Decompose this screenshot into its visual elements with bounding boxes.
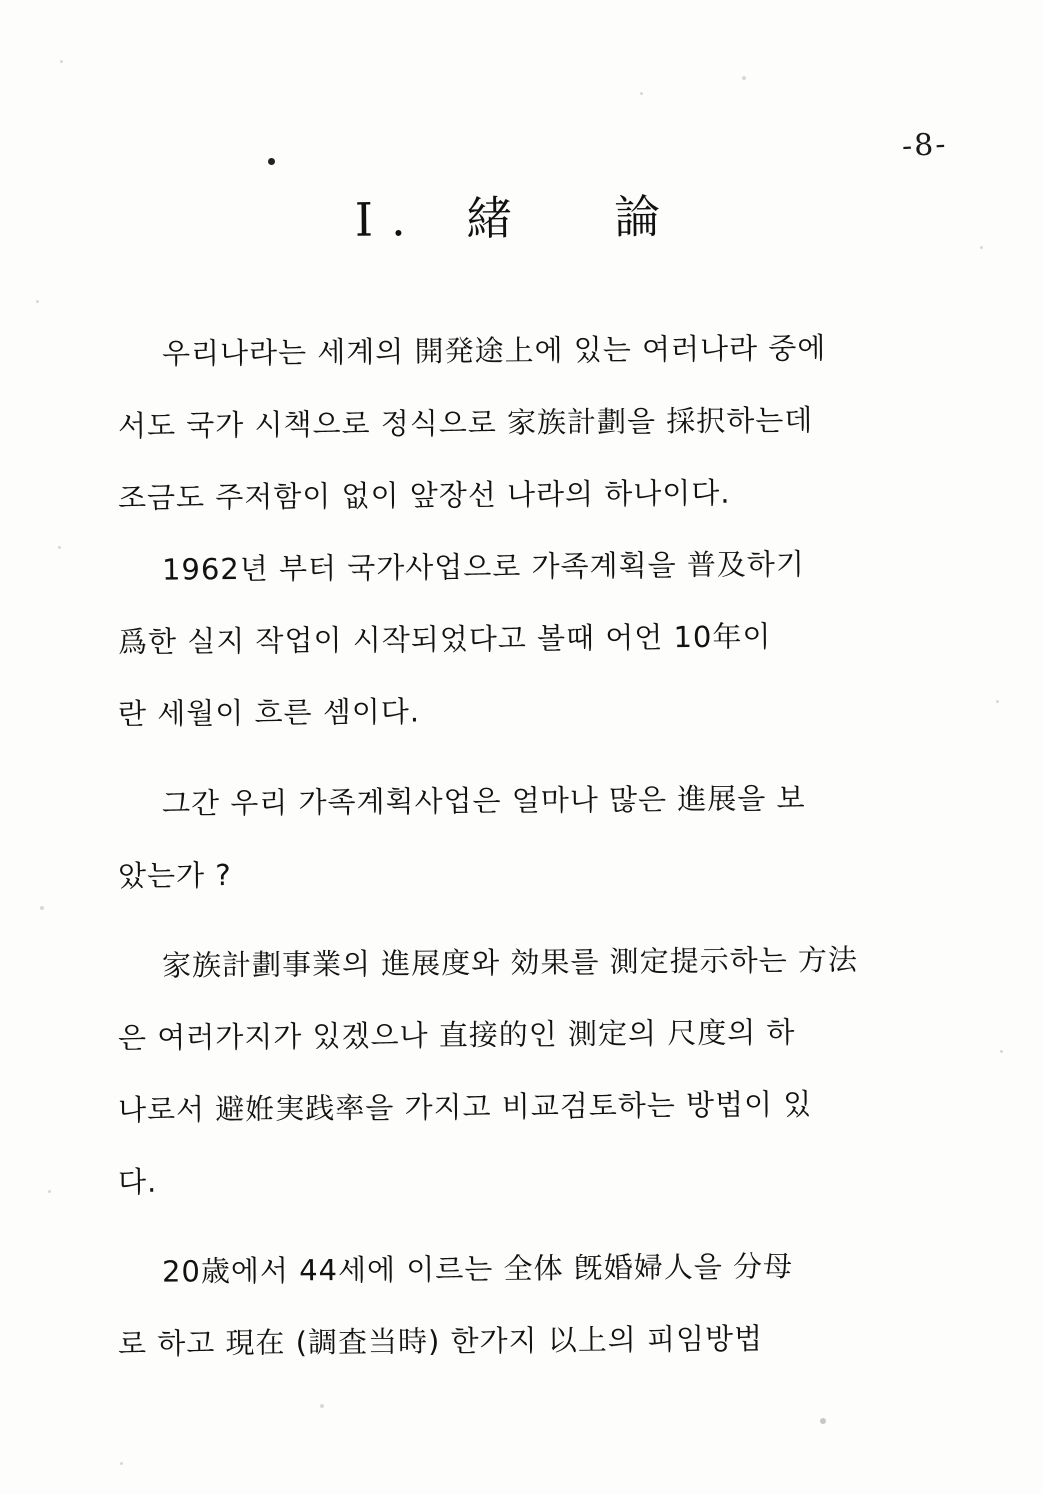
paper-speckle [320,1404,324,1408]
text-line: 나로서 避姙実践率을 가지고 비교검토하는 방법이 있 [117,1086,813,1127]
paragraph-1 [118,318,938,750]
paper-speckle [48,1190,51,1193]
text-line: 았는가 ? [117,858,232,893]
paper-speckle [640,92,643,95]
text-line: 은 여러가지가 있겠으나 直接的인 測定의 尺度의 하 [117,1015,796,1055]
text-line: 로 하고 現在 (調査当時) 한가지 以上의 피임방법 [117,1321,764,1361]
text-line: 家族計劃事業의 進展度와 効果를 測定提示하는 方法 [161,942,859,983]
text-line: 그간 우리 가족계획사업은 얼마나 많은 進展을 보 [161,781,806,821]
paper-speckle [996,700,999,703]
text-line: 20歳에서 44세에 이르는 全体 旣婚婦人을 分母 [161,1249,794,1289]
paper-speckle [36,300,39,303]
paper-speckle [820,1418,826,1424]
document-body [118,318,938,1398]
paper-speckle [742,76,746,80]
paper-speckle [40,906,44,910]
text-line: 우리나라는 세계의 開発途上에 있는 여러나라 중에 [161,330,827,371]
paragraph-2 [118,768,938,912]
paper-speckle [1000,1050,1003,1053]
page-number: -8- [900,126,948,165]
text-line: 서도 국가 시책으로 정식으로 家族計劃을 採択하는데 [117,402,814,443]
text-line: 조금도 주저함이 없이 앞장선 나라의 하나이다. [117,475,731,515]
page-title-heading: 緒 論 [465,189,689,246]
paper-speckle [60,60,63,63]
paper-speckle [120,1462,123,1465]
text-line: 다. [117,1164,158,1199]
paper-speckle [980,246,983,249]
paper-speckle [58,546,61,549]
text-line: 1962년 부터 국가사업으로 가족계획을 普及하기 [161,547,806,587]
page-title [0,177,1043,254]
ink-dot-mark [268,158,275,165]
text-line: 란 세월이 흐른 셈이다. [117,694,421,731]
paragraph-3 [118,930,938,1218]
page-title-numeral: I. [354,192,424,247]
paragraph-4 [118,1236,938,1380]
text-line: 爲한 실지 작업이 시작되었다고 볼때 어언 10年이 [117,619,772,659]
